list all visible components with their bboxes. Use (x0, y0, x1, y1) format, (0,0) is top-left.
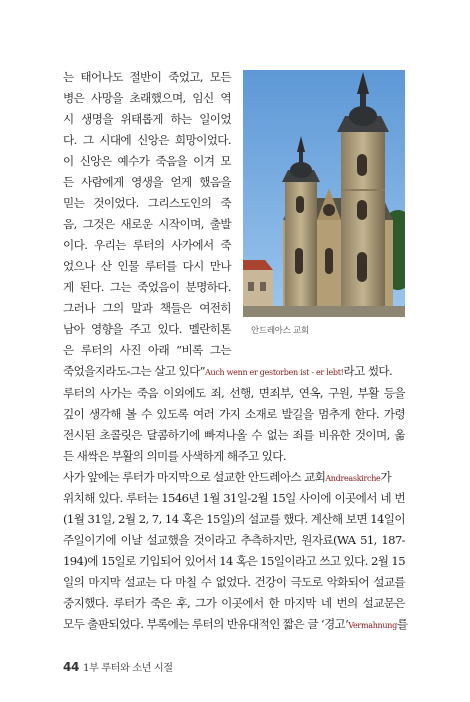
text-line: 음, 그것은 새로운 시작이며, 출발 (63, 217, 231, 231)
church-illustration (243, 70, 405, 317)
text-line: 든 사람에게 영생을 얻게 했음을 (63, 175, 231, 189)
particle: 가 (380, 470, 392, 484)
german-quote: Auch wenn er gestorben ist - er lebt! (205, 368, 344, 377)
text-line: 시 생명을 위태롭게 하는 일이었 (63, 112, 231, 126)
text-line: 루터의 사가는 죽음 이외에도 죄, 선행, 면죄부, 연옥, 구원, 부활 등을 (63, 386, 405, 400)
text-line: 은 루터의 사진 아래 “비록 그는 (63, 343, 231, 357)
photo-caption: 안드레아스 교회 (251, 326, 309, 336)
text-line: 었으나 산 인물 루터를 다시 만나 (63, 259, 231, 273)
text-line: 주일이기에 이날 설교했을 것이라고 추측하지만, 원자료(WA 51, 187- (63, 533, 405, 547)
quote-line (63, 364, 405, 380)
text-line: 게 된다. 그는 죽었음이 분명하다. (63, 280, 231, 294)
text-line: 는 태어나도 절반이 죽었고, 모든 (63, 70, 231, 84)
text-line: 중지했다. 루터가 죽은 후, 그가 이곳에서 한 마지막 네 번의 설교문은 (63, 596, 405, 610)
quote-text: 죽었을지라도-그는 살고 있다” (63, 364, 206, 378)
text-line: 다. 그 시대에 신앙은 희망이었다. (63, 133, 231, 147)
church-term: Andreaskirche (325, 474, 381, 483)
text-line: 전시된 초콜릿은 달콤하기에 빠져나올 수 없는 죄를 비유한 것이며, 옮 (63, 428, 405, 442)
text-line (63, 617, 408, 633)
text-line: 그러나 그의 말과 책들은 여전히 (63, 301, 231, 315)
text-line: 믿는 것이었다. 그리스도인의 죽 (63, 196, 231, 210)
text-line: 일의 마지막 설교는 다 마칠 수 없었다. 건강이 극도로 악화되어 설교를 (63, 575, 405, 589)
text-line: 이 신앙은 예수가 죽음을 이겨 모 (63, 154, 231, 168)
page-footer (63, 659, 173, 674)
quote-text-end: 라고 썼다. (343, 364, 393, 378)
text-line: (1월 31일, 2월 2, 7, 14 혹은 15일)의 설교를 했다. 계산해 보면 14일이 (63, 512, 405, 526)
text-line: 194)에 15일로 기입되어 있어서 14 혹은 15일이라고 쓰고 있다. 2월 15 (63, 554, 405, 568)
warning-term: Vermahnung (348, 621, 397, 630)
page-number: 44 (63, 660, 80, 674)
text-line: 이다. 우리는 루터의 사가에서 죽 (63, 238, 231, 252)
church-photo (243, 70, 405, 317)
text-line: 위치해 있다. 루터는 1546년 1월 31일-2월 15일 사이에 이곳에서 네 번 (63, 491, 405, 505)
text-line: 병은 사망을 초래했으며, 임신 역 (63, 91, 231, 105)
text-line: 남아 영향을 주고 있다. 멜란히톤 (63, 322, 231, 336)
particle: 를 (396, 617, 408, 631)
paragraph-text: 사가 앞에는 루터가 마지막으로 설교한 안드레아스 교회 (63, 470, 326, 484)
running-head: 1부 루터와 소년 시절 (83, 663, 173, 674)
paragraph-text: 모두 출판되었다. 부록에는 루터의 반유대적인 짧은 글 ‘경고’ (63, 617, 349, 631)
text-line: 깊이 생각해 볼 수 있도록 여러 가지 소재로 발길을 멈추게 한다. 가령 (63, 407, 405, 421)
text-line (63, 470, 405, 486)
text-line: 든 새싹은 부활의 의미를 사색하게 해주고 있다. (63, 449, 286, 463)
